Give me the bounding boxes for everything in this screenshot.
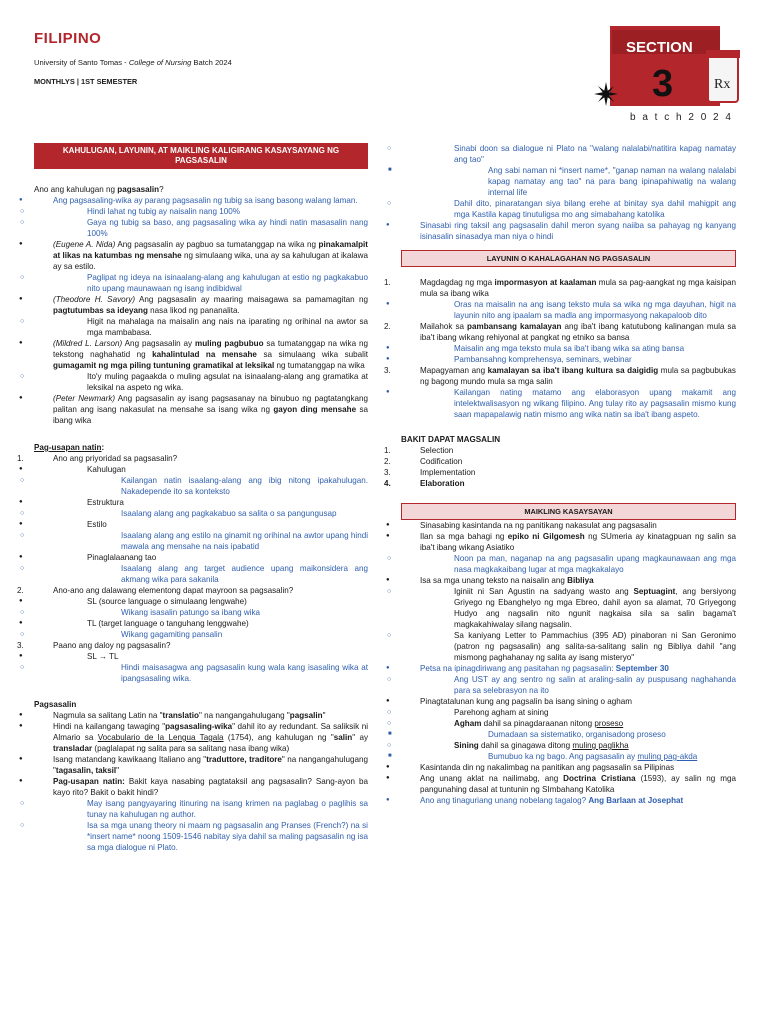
list-item: ● Pag-usapan natin: Bakit kaya nasabing pagtataksil ang pagsasalin? Sang-ayon ba kayo rito? Bakit o bakit hindi? [34,776,368,798]
list-item: ● Petsa na ipinagdiriwang ang pasitahan ng pagsasalin: September 30 [401,663,736,674]
list-item: ● SL (source language o simulaang lengwahe) [34,596,368,607]
monthlys-label: MONTHLYS | 1ST SEMESTER [34,77,138,86]
list-item: ● Estruktura [34,497,368,508]
list-item: ○ Ito'y muling pagaakda o muling agsulat na isinaalang-alang ang gramatika at leksikal na aspeto ng wika. [34,371,368,393]
list-item: ● Estilo [34,519,368,530]
list-item: ● Ang pagsasaling-wika ay parang pagsasalin ng tubig sa isang basong walang laman. [34,195,368,206]
list-item: ○ Hindi maisasagwa ang pagsasalin kung wala kang isasaling wika at ipangsasaling wika. [34,662,368,684]
list-item: ○ Parehong agham at sining [401,707,736,718]
list-item: ○ Agham dahil sa pinagdaraanan nitong proseso [401,718,736,729]
section-header-kasaysayan: MAIKLING KASAYSAYAN [401,503,736,520]
list-item: ○ Noon pa man, naganap na ang pagsasalin upang magkaunawaan ang mga nasa magkakaibang lugar at mga magkakalayo [401,553,736,575]
list-item: ● Pambansahng komprehensya, seminars, webinar [401,354,736,365]
list-item: ○ Hindi lahat ng tubig ay naisalin nang 100% [34,206,368,217]
list-item: 2. Codification [384,457,463,466]
list-item: ○ Dahil dito, pinaratangan siya bilang erehe at binitay sya dahil mahigpit ang mga Kastila kapag tinutuligsa mo ang simabahang katolika [401,198,736,220]
list-item: ● Sinasabing kasintanda na ng panitikang nakasulat ang pagsasalin [401,520,736,531]
page-title: FILIPINO [34,30,102,47]
list-item: ● (Theodore H. Savory) Ang pagsasalin ay maaring maisagawa sa pamamagitan ng pagtutumbas sa ideyang nasa likod ng pananalita. [34,294,368,316]
logo-section-text: SECTION [626,39,693,56]
list-item: ● Oras na maisalin na ang isang teksto mula sa wika ng mga dayuhan, higit na layunin nito ang ipaalam sa madla ang impormasyong nakapaloob dito [401,299,736,321]
list-item: ○ Iginiit ni San Agustin na sadyang wasto ang Septuagint, ang bersiyong Griyego ng Ebanghelyo ng mga Ebreo, dahil ayon sa alamat, 70 Griyegong Hudyo ang nagsalin nito ngunit nagkaisa sila sa salin bagama't magkakahiwalay silang nagsalin. [401,586,736,630]
list-item: 3. Implementation [384,468,476,477]
list-item: ● Sinasabi ring taksil ang pagsasalin dahil meron syang naiiba sa pahayag ng kanyang isinasalin sinasadya man niya o hindi [401,220,736,242]
list-item: ○ Higit na mahalaga na maisalin ang nais na iparating ng orihinal na awtor sa mga mambabasa. [34,316,368,338]
list-item: ○ Wikang gagamiting pansalin [34,629,368,640]
list-item: ● Nagmula sa salitang Latin na "translatio" na nangangahulugang "pagsalin" [34,710,368,721]
bakit-heading: BAKIT DAPAT MAGSALIN [401,435,501,444]
list-item: ● Isang matandang kawikaang Italiano ang "traduttore, traditore" na nangangahulugang "tagasalin, taksil" [34,754,368,776]
list-item: ○ Sa kaniyang Letter to Pammachius (395 AD) pinaboran ni San Geronimo (patron ng pagsasalin) ang salita-sa-salitang salin ng Bibliya dahil "ang mismong paghahanay ng salita ay isang misteryo" [401,630,736,663]
list-item: 1. Magdagdag ng mga impormasyon at kaalaman mula sa pag-aangkat ng mga kaisipan mula sa ibang wika [384,278,737,298]
section-header-kahulugan: KAHULUGAN, LAYUNIN, AT MAIKLING KALIGIRANG KASAYSAYANG NG PAGSASALIN [34,143,368,169]
list-item: ● Ilan sa mga bahagi ng epiko ni Gilgomesh ng SUmeria ay kinatagpuan ng salin sa iba't ibang wikang Asiatiko [401,531,736,553]
left-column [17,143,369,853]
list-item: ■ Ang sabi naman ni *insert name*, "ganap naman na walang nalalabi kapag namatay ang tao" na para bang ipinapahiwatig na walang internal life [401,165,736,198]
question-kahulugan: Ano ang kahulugan ng pagsasalin? [34,185,164,194]
logo-rx: Rx [714,77,731,92]
pagsasalin-heading: Pagsasalin [34,700,77,709]
list-item: 2. Ano-ano ang dalawang elementong dapat mayroon sa pagsasalin? [17,586,294,595]
list-item: ● Ang unang aklat na nailimabg, ang Doctrina Cristiana (1593), ay salin ng mga pangunahing dasal at tuntunin ng SImbahang Katolika [401,773,736,795]
list-item: ● Kahulugan [34,464,368,475]
list-item: ● (Mildred L. Larson) Ang pagsasalin ay muling pagbubuo sa tumatanggap na wika ng tekstong naghahatid ng kahalintulad na mensahe sa simulaang wika subalit gumagamit ng mga piling tuntuning gramatikal at leksikal ng tumatanggap na wika [34,338,368,371]
list-item: ○ Sining dahil sa ginagawa ditong muling paglikha [401,740,736,751]
list-item: ○ Isa sa mga unang theory ni maam ng pagsasalin ang Pranses (French?) na si *insert name* noong 1509-1546 nabitay siya dahil sa maling pagsasalin ng isa sa mga dialogue ni Plato. [34,820,368,853]
list-item: ● Hindi na kailangang tawaging "pagsasaling-wika" dahil ito ay redundant. Sa saliksik ni Almario sa Vocabulario de la Lengua Tagala (1754), ang kahulugan ng "salin" ay transladar (paglalapat ng salita para sa salitang nasa ibang wika) [34,721,368,754]
list-item: ■ Bumubuo ka ng bago. Ang pagsasalin ay muling pag-akda [401,751,736,762]
list-item: ○ Sinabi doon sa dialogue ni Plato na "walang nalalabi/natitira kapag namatay ang tao" [401,143,736,165]
list-item: ○ Gaya ng tubig sa baso, ang pagsasaling wika ay hindi natin masasalin nang 100% [34,217,368,239]
list-item: ● (Eugene A. Nida) Ang pagsasalin ay pagbuo sa tumatanggap na wika ng pinakamalpit at likas na katumbas ng mensahe ng simulaang wika, una ay sa kahulugan at ikalawa ay sa estilo. [34,239,368,272]
logo-batch-text: b a t c h 2 0 2 4 [630,112,733,123]
subtitle: University of Santo Tomas - College of Nursing Batch 2024 [34,58,232,67]
pag-usapan-heading: Pag-usapan natin: [34,443,105,452]
list-item: 4. Elaboration [384,479,465,488]
list-item: ■ Dumadaan sa sistematiko, organisadong proseso [401,729,736,740]
list-item: ● Ano ang tinaguriang unang nobelang tagalog? Ang Barlaan at Josephat [401,795,736,806]
list-item: ● TL (target language o tanguhang lenggwahe) [34,618,368,629]
list-item: 2. Mailahok sa pambansang kamalayan ang iba't ibang katutubong kalinangan mula sa iba't ibang wikang rehiyonal at pangkat ng etniko sa bansa [384,322,736,342]
list-item: ● (Peter Newmark) Ang pagsasalin ay isang pagsasanay na binubuo ng pagtatangkang palitan ang isang nakasulat na mensahe sa isang wika ng gayon ding mensahe sa ibang wika [34,393,368,426]
list-item: ○ May isang pangyayaring itinuring na isang krimen na paglabag o paglihis sa tunay na kahulugan ng author. [34,798,368,820]
list-item: ● Isa sa mga unang teksto na naisalin ang Bibliya [401,575,736,586]
list-item: ● Kasintanda din ng nakalimbag na panitikan ang pagsasalin sa Pilipinas [401,762,736,773]
list-item: 1. Selection [384,446,454,455]
logo-number: 3 [652,63,674,105]
section-header-layunin: LAYUNIN O KAHALAGAHAN NG PAGSASALIN [401,250,736,267]
list-item: ● Maisalin ang mga teksto mula sa iba't ibang wika sa ating bansa [401,343,736,354]
list-item: ● Kailangan nating matamo ang elaborasyon upang makamit ang intelektwalisasyon ng wikang filipino. Ang tulay rito ay pagsasalin mismo kung saan mapapalawig natin mismo ang wika natin sa iba't ibang aspeto. [401,387,736,420]
list-item: ○ Paglipat ng ideya na isinaalang-alang ang kahulugan at estio ng pagkakabuo nito upang maunawaan ng isang indibidwal [34,272,368,294]
list-item: ● Pinagtatalunan kung ang pagsalin ba isang sining o agham [401,696,736,707]
list-item: 3. Paano ang daloy ng pagsasalin? [17,641,171,650]
list-item: ○ Ang UST ay ang sentro ng salin at araling-salin ay puspusang naghahanda para sa selebrasyon na ito [401,674,736,696]
list-item: ○ Isaalang alang ang target audience upang maikonsidera ang akmang wika para sakanila [34,563,368,585]
section-logo [590,20,750,130]
list-item: 3. Mapagyaman ang kamalayan sa iba't ibang kultura sa daigidig mula sa pagbubukas ng bagong mundo mula sa mga salin [384,366,736,386]
right-column [384,143,737,806]
list-item: ○ Isaalang alang ang estilo na ginamit ng orihinal na awtor upang hindi mawala ang mensahe na nais ipabatid [34,530,368,552]
list-item: ● SL → TL [34,651,368,662]
list-item: ○ Wikang isasalin patungo sa ibang wika [34,607,368,618]
list-item: 1. Ano ang priyoridad sa pagsasalin? [17,454,178,463]
list-item: ○ Isaalang alang ang pagkakabuo sa salita o sa pangungusap [34,508,368,519]
list-item: ● Pinaglalaanang tao [34,552,368,563]
list-item: ○ Kailangan natin isaalang-alang ang ibig nitong ipakahulugan. Nakadepende ito sa konteksto [34,475,368,497]
